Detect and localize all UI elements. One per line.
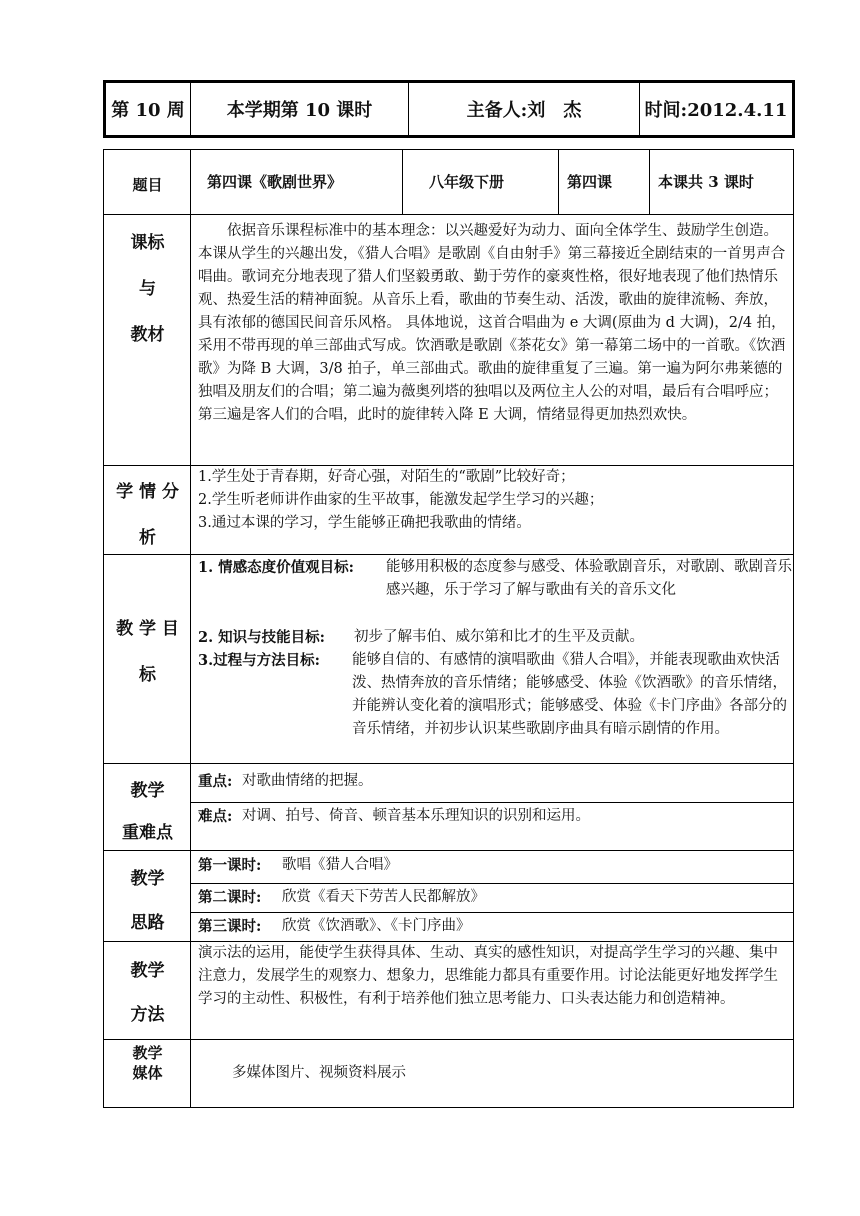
analysis-item: 3.通过本课的学习，学生能够正确把我歌曲的情绪。 <box>198 515 531 531</box>
row-divider <box>104 1039 793 1040</box>
goal-3-text: 能够自信的、有感情的演唱歌曲《猎人合唱》，并能表现歌曲欢快活泼、热情奔放的音乐情绪；能够感受、体验《饮酒歌》的音乐情绪，并能辨认变化着的演唱形式；能够感受、体验《卡门序曲》各部分的音乐情绪，并初步认识某些歌剧序曲具有暗示剧情的作用。 <box>352 652 787 737</box>
keypoints-label-1: 教学 <box>130 781 165 801</box>
lesson-title: 第四课《歌剧世界》 <box>207 173 343 191</box>
media-label-1: 教学 <box>132 1044 163 1062</box>
lesson-1-text: 歌唱《猎人合唱》 <box>282 857 398 873</box>
analysis-item: 2.学生听老师讲作曲家的生平故事，能激发起学生学习的兴趣； <box>198 492 604 508</box>
curriculum-label-2: 与 <box>139 279 156 299</box>
curriculum-text: 依据音乐课程标准中的基本理念：以兴趣爱好为动力、面向全体学生、鼓励学生创造。本课从学生的兴趣出发，《猎人合唱》是歌剧《自由射手》第三幕接近全剧结束的一首男声合唱曲。歌词充分地表现了猎人们坚毅勇敢、勤于劳作的豪爽性格，很好地表现了他们热情乐观、热爱生活的精神面貌。从音乐上看，歌曲的节奏生动、活泼，歌曲的旋律流畅、奔放，具有浓郁的德国民间音乐风格。 具体地说，这首合唱曲为 e 大调(原曲为 d 大调)，2/4 拍，采用不带再现的单三部曲式写成。饮酒歌是歌剧《茶花女》第一幕第二场中的一首歌。《饮酒歌》为降 B 大调，3/8 拍子，单三部曲式。歌曲的旋律重复了三遍。第一遍为阿尔弗莱德的独唱及朋友们的合唱；第二遍为薇奥列塔的独唱以及两位主人公的对唱，最后有合唱呼应；第三遍是客人们的合唱，此时的旋律转入降 E 大调，情绪显得更加热烈欢快。 <box>198 223 786 423</box>
goal-2-title: 2. 知识与技能目标: <box>198 629 326 646</box>
row-divider <box>104 554 793 555</box>
goal-3-title: 3.过程与方法目标: <box>198 652 320 669</box>
curriculum-label-1: 课标 <box>130 233 165 253</box>
lesson-cell: 本学期第 10 课时 <box>226 100 373 121</box>
analysis-item: 1.学生处于青春期，好奇心强，对陌生的“歌剧”比较好奇； <box>198 469 575 485</box>
media-text: 多媒体图片、视频资料展示 <box>232 1065 406 1081</box>
lesson-1-title: 第一课时: <box>198 857 262 874</box>
goal-2-text: 初步了解韦伯、威尔第和比才的生平及贡献。 <box>354 629 644 645</box>
method-label-1: 教学 <box>130 961 165 981</box>
lesson-3-text: 欣赏《饮酒歌》、《卡门序曲》 <box>282 918 471 934</box>
analysis-label-2: 析 <box>139 528 156 548</box>
preparer-cell: 主备人:刘 杰 <box>466 100 582 121</box>
date-cell: 时间:2012.4.11 <box>644 100 788 121</box>
lesson-plan-table <box>103 149 794 1108</box>
lesson-2-text: 欣赏《看天下劳苦人民都解放》 <box>282 889 485 905</box>
method-label-2: 方法 <box>130 1005 165 1025</box>
subrow-divider <box>191 802 793 803</box>
row-divider <box>104 763 793 764</box>
key-point-title: 重点: <box>198 773 233 790</box>
key-point-text: 对歌曲情绪的把握。 <box>242 773 373 789</box>
subrow-divider <box>191 883 793 884</box>
method-text: 演示法的运用，能使学生获得具体、生动、真实的感性知识，对提高学生学习的兴趣、集中注意力，发展学生的观察力、想象力，思维能力都具有重要作用。讨论法能更好地发挥学生学习的主动性、积极性，有利于培养他们独立思考能力、口头表达能力和创造精神。 <box>198 945 778 1007</box>
subrow-divider <box>191 912 793 913</box>
curriculum-label-3: 教材 <box>130 325 165 345</box>
unit-text: 第四课 <box>567 173 613 191</box>
grade-text: 八年级下册 <box>429 173 505 191</box>
goals-label-1: 教 学 目 <box>116 619 179 639</box>
analysis-label-1: 学 情 分 <box>116 482 179 502</box>
week-cell: 第 10 周 <box>111 100 185 121</box>
column-divider <box>558 150 559 214</box>
row-divider <box>104 214 793 215</box>
goal-1-title: 1. 情感态度价值观目标: <box>198 559 355 576</box>
difficulty-text: 对调、拍号、倚音、顿音基本乐理知识的识别和运用。 <box>242 808 590 824</box>
row-divider <box>104 850 793 851</box>
lesson-3-title: 第三课时: <box>198 918 262 935</box>
header-table <box>103 80 795 138</box>
column-divider <box>649 150 650 214</box>
approach-label-2: 思路 <box>130 913 165 933</box>
keypoints-label-2: 重难点 <box>122 823 173 843</box>
lesson-2-title: 第二课时: <box>198 889 262 906</box>
approach-label-1: 教学 <box>130 869 165 889</box>
difficulty-title: 难点: <box>198 808 233 825</box>
topic-label: 题目 <box>132 176 163 194</box>
hours-text: 本课共 3 课时 <box>658 173 754 191</box>
goals-label-2: 标 <box>139 665 156 685</box>
goal-1-text: 能够用积极的态度参与感受、体验歌剧音乐，对歌剧、歌剧音乐感兴趣，乐于学习了解与歌曲有关的音乐文化 <box>386 559 792 598</box>
column-divider <box>402 150 403 214</box>
media-label-2: 媒体 <box>132 1064 163 1082</box>
